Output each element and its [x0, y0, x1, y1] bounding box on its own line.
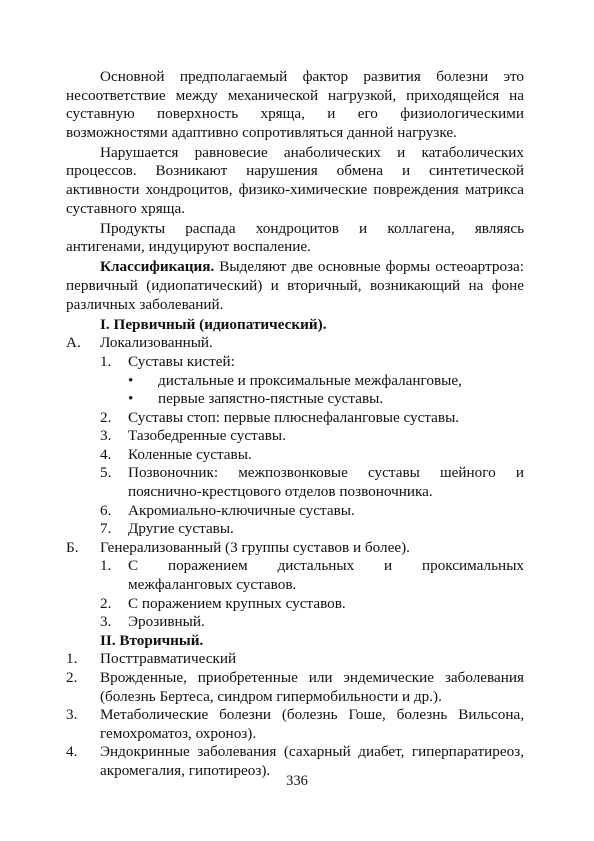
page-body [66, 68, 524, 781]
list-marker: 5. [100, 464, 112, 482]
bullet-marker: • [128, 371, 134, 389]
list-text: Тазобедренные суставы. [128, 427, 286, 445]
list-text: Врожденные, приобретенные или эндемические заболевания (болезнь Бертеса, синдром гипермобильности и др.). [100, 669, 524, 705]
list-item-feet [66, 409, 524, 428]
list-text: С поражением крупных суставов. [128, 594, 346, 612]
list-marker: 6. [100, 501, 112, 519]
list-item-metabolic [66, 706, 524, 743]
heading-primary: I. Первичный (идиопатический). [100, 315, 327, 333]
list-marker: 4. [66, 743, 78, 761]
list-text: Генерализованный (3 группы суставов и более). [100, 538, 410, 556]
list-marker: 2. [66, 669, 78, 686]
list-item-congenital [66, 669, 524, 706]
list-item-erosive [66, 613, 524, 632]
list-item-localized [66, 334, 524, 353]
list-marker: 4. [100, 445, 112, 463]
list-item-generalized [66, 539, 524, 558]
list-marker: 1. [66, 650, 78, 668]
list-text: Суставы кистей: [128, 352, 235, 370]
list-item-acromioclavicular [66, 502, 524, 521]
list-marker: Б. [66, 538, 79, 556]
list-text: Позвоночник: межпозвонковые суставы шейного и пояснично-крестцового отделов позвоночника. [128, 464, 524, 501]
list-text: Суставы стоп: первые плюснефаланговые суставы. [128, 408, 460, 426]
list-marker: 2. [100, 594, 112, 612]
list-item-other-joints [66, 520, 524, 539]
list-item-hands [66, 353, 524, 372]
paragraph-products: Продукты распада хондроцитов и коллагена, являясь антигенами, индуцируют воспаление. [66, 219, 524, 256]
page-number: 336 [286, 773, 308, 789]
classification-text: Выделяют две основные формы остеоартроза: первичный (идиопатический) и вторичный, возникающий на фоне различных заболеваний. [66, 258, 524, 313]
bullet-text: дистальные и проксимальные межфаланговые, [158, 371, 462, 389]
list-text: Эндокринные заболевания (сахарный диабет, гиперпаратиреоз, акромегалия, гипотиреоз). [100, 743, 524, 779]
list-item-posttraumatic [66, 650, 524, 669]
paragraph-classification [66, 258, 524, 314]
list-text: С поражением дистальных и проксимальных межфаланговых суставов. [128, 557, 524, 594]
bullet-marker: • [128, 390, 134, 408]
list-marker: 3. [66, 706, 78, 724]
list-marker: 3. [100, 427, 112, 445]
list-marker: 1. [100, 352, 112, 370]
list-item-distal-proximal [66, 557, 524, 594]
bullet-item-carpometacarpal [66, 390, 524, 409]
list-text: Эрозивный. [128, 613, 205, 631]
list-text: Коленные суставы. [128, 445, 252, 463]
list-item-knee [66, 446, 524, 465]
paragraph-balance: Нарушается равновесие анаболических и катаболических процессов. Возникают нарушения обмена и синтетической активности хондроцитов, физико-химические повреждения матрикса суставного хряща. [66, 143, 524, 217]
list-marker: 3. [100, 613, 112, 631]
list-text: Метаболические болезни (болезнь Гоше, болезнь Вильсона, гемохроматоз, охроноз). [100, 706, 524, 742]
list-item-large-joints [66, 595, 524, 614]
classification-label: Классификация. [100, 258, 215, 276]
list-text: Другие суставы. [128, 520, 234, 538]
list-text: Локализованный. [100, 334, 213, 352]
list-marker: 2. [100, 408, 112, 426]
heading-secondary: II. Вторичный. [100, 631, 204, 649]
list-text: Посттравматический [100, 650, 237, 668]
paragraph-factor: Основной предполагаемый фактор развития болезни это несоответствие между механической нагрузкой, приходящейся на суставную поверхность хряща, и его физиологическими возможностями адаптивно сопротивляться данной нагрузке. [66, 68, 524, 141]
bullet-item-interphalangeal [66, 372, 524, 391]
bullet-text: первые запястно-пястные суставы. [158, 390, 384, 408]
list-marker: 1. [100, 557, 112, 575]
list-item-hip [66, 427, 524, 446]
list-text: Акромиально-ключичные суставы. [128, 501, 355, 519]
list-marker: 7. [100, 520, 112, 538]
list-item-spine [66, 464, 524, 501]
list-marker: А. [66, 334, 81, 352]
